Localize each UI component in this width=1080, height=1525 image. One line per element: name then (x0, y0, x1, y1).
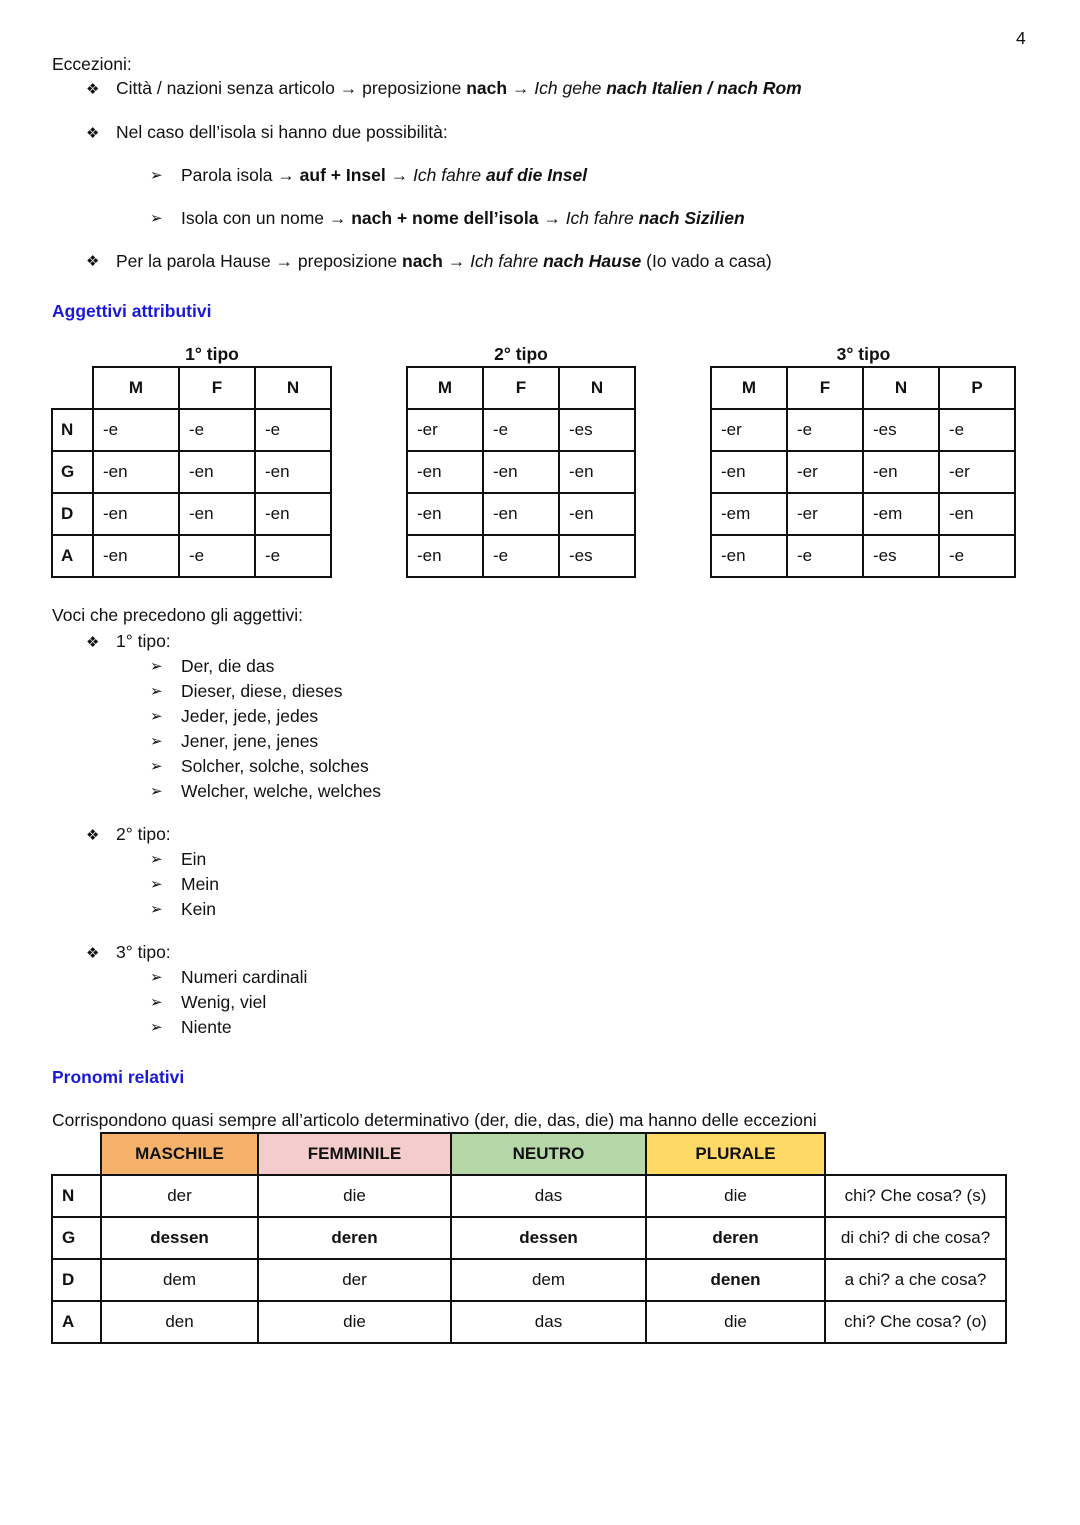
table-cell: -en (939, 493, 1015, 535)
eccezioni-item-isola: Nel caso dell’isola si hanno due possibilità: (116, 122, 448, 142)
tipo1-title: 1° tipo (185, 344, 239, 364)
table-row (52, 451, 331, 493)
table-cell: -er (787, 451, 863, 493)
arrow-bullet-icon: ➢ (150, 851, 163, 868)
row-header: N (52, 409, 93, 451)
empty-cell (52, 1133, 101, 1175)
table-cell: -en (407, 535, 483, 577)
table-cell: -e (939, 409, 1015, 451)
pronomi-intro: Corrispondono quasi sempre all’articolo determinativo (der, die, das, die) ma hanno delle eccezioni (52, 1110, 817, 1130)
question-cell: chi? Che cosa? (o) (825, 1301, 1006, 1343)
table-cell: der (258, 1259, 451, 1301)
table-cell: -e (255, 535, 331, 577)
arrow-bullet-icon: ➢ (150, 876, 163, 893)
table-cell: -en (559, 493, 635, 535)
question-cell: di chi? di che cosa? (825, 1217, 1006, 1259)
table-row (407, 451, 635, 493)
table-cell: deren (646, 1217, 825, 1259)
table-cell: -en (179, 493, 255, 535)
row-header: A (52, 535, 93, 577)
adjective-table-tipo2 (406, 366, 636, 578)
header-row (407, 367, 635, 409)
table-cell: -e (179, 535, 255, 577)
table-cell: -en (483, 493, 559, 535)
voci-item: Solcher, solche, solches (181, 756, 369, 776)
table-cell: die (646, 1175, 825, 1217)
table-cell: -en (93, 451, 179, 493)
section-heading-pronomi: Pronomi relativi (52, 1067, 185, 1087)
table-cell: -er (939, 451, 1015, 493)
adjective-table-tipo1 (51, 366, 332, 578)
question-cell: a chi? a che cosa? (825, 1259, 1006, 1301)
table-cell: die (258, 1175, 451, 1217)
voci-item: Niente (181, 1017, 232, 1037)
voci-item: Wenig, viel (181, 992, 267, 1012)
relative-pronoun-table (51, 1132, 1007, 1344)
voci-group-label: 3° tipo: (116, 942, 171, 962)
column-header: M (711, 367, 787, 409)
table-cell: -en (407, 493, 483, 535)
column-header: N (863, 367, 939, 409)
table-cell: -en (179, 451, 255, 493)
table-row (52, 1301, 1006, 1343)
table-cell: -en (711, 451, 787, 493)
empty-cell (825, 1133, 1006, 1175)
table-cell: -er (711, 409, 787, 451)
bullet-icon: ❖ (86, 634, 100, 651)
table-cell: -en (93, 535, 179, 577)
arrow-bullet-icon: ➢ (150, 1019, 163, 1036)
table-row (52, 1259, 1006, 1301)
column-header: N (255, 367, 331, 409)
table-cell: -er (787, 493, 863, 535)
table-cell: -er (407, 409, 483, 451)
table-cell: denen (646, 1259, 825, 1301)
table-cell: -en (255, 451, 331, 493)
table-cell: -e (255, 409, 331, 451)
voci-item: Dieser, diese, dieses (181, 681, 343, 701)
bullet-icon: ❖ (86, 827, 100, 844)
table-cell: -es (863, 409, 939, 451)
table-row (711, 409, 1015, 451)
section-heading-aggettivi: Aggettivi attributivi (52, 301, 212, 321)
column-header: F (483, 367, 559, 409)
row-header: G (52, 451, 93, 493)
table-cell: dem (451, 1259, 646, 1301)
arrow-bullet-icon: ➢ (150, 758, 163, 775)
header-row (52, 367, 331, 409)
column-header: N (559, 367, 635, 409)
table-cell: die (646, 1301, 825, 1343)
bullet-icon: ❖ (86, 945, 100, 962)
bullet-icon: ❖ (86, 125, 100, 142)
column-header: M (407, 367, 483, 409)
voci-item: Kein (181, 899, 217, 919)
eccezioni-sub-isola-nome: Isola con un nome → nach + nome dell’isola → Ich fahre nach Sizilien (181, 208, 745, 228)
row-header: G (52, 1217, 101, 1259)
table-cell: -es (559, 535, 635, 577)
voci-heading: Voci che precedono gli aggettivi: (52, 605, 303, 625)
table-row (52, 1175, 1006, 1217)
table-cell: -en (863, 451, 939, 493)
eccezioni-sub-parola-isola: Parola isola → auf + Insel → Ich fahre auf die Insel (181, 165, 588, 185)
table-cell: -en (711, 535, 787, 577)
table-cell: deren (258, 1217, 451, 1259)
tipo3-title: 3° tipo (836, 344, 891, 364)
table-cell: der (101, 1175, 258, 1217)
voci-item: Numeri cardinali (181, 967, 308, 987)
voci-item: Mein (181, 874, 219, 894)
table-cell: -em (711, 493, 787, 535)
table-cell: -en (93, 493, 179, 535)
table-cell: die (258, 1301, 451, 1343)
table-cell: -e (483, 409, 559, 451)
table-cell: -e (787, 535, 863, 577)
table-cell: -em (863, 493, 939, 535)
table-row (711, 535, 1015, 577)
arrow-bullet-icon: ➢ (150, 658, 163, 675)
column-header: F (787, 367, 863, 409)
arrow-bullet-icon: ➢ (150, 708, 163, 725)
table-row (407, 535, 635, 577)
table-cell: den (101, 1301, 258, 1343)
header-row (711, 367, 1015, 409)
gender-header: FEMMINILE (258, 1133, 451, 1175)
tipo2-title: 2° tipo (494, 344, 548, 364)
table-cell: -en (255, 493, 331, 535)
table-row (407, 493, 635, 535)
table-cell: -en (483, 451, 559, 493)
table-cell: -en (559, 451, 635, 493)
voci-item: Welcher, welche, welches (181, 781, 382, 801)
gender-header: MASCHILE (101, 1133, 258, 1175)
column-header: F (179, 367, 255, 409)
voci-item: Jener, jene, jenes (181, 731, 319, 751)
voci-item: Der, die das (181, 656, 275, 676)
table-row (52, 409, 331, 451)
gender-header: NEUTRO (451, 1133, 646, 1175)
table-cell: -e (939, 535, 1015, 577)
table-cell: das (451, 1175, 646, 1217)
arrow-bullet-icon: ➢ (150, 210, 163, 227)
header-row (52, 1133, 1006, 1175)
arrow-bullet-icon: ➢ (150, 994, 163, 1011)
adjective-table-tipo3 (710, 366, 1016, 578)
voci-item: Jeder, jede, jedes (181, 706, 319, 726)
arrow-bullet-icon: ➢ (150, 969, 163, 986)
row-header: D (52, 493, 93, 535)
eccezioni-item-hause: Per la parola Hause → preposizione nach → Ich fahre nach Hause (Io vado a casa) (116, 251, 772, 271)
table-cell: dessen (451, 1217, 646, 1259)
table-row (52, 535, 331, 577)
column-header: M (93, 367, 179, 409)
row-header: D (52, 1259, 101, 1301)
page-number: 4 (1016, 28, 1026, 48)
table-row (711, 451, 1015, 493)
arrow-bullet-icon: ➢ (150, 901, 163, 918)
voci-group-label: 1° tipo: (116, 631, 171, 651)
table-cell: das (451, 1301, 646, 1343)
row-header: N (52, 1175, 101, 1217)
table-cell: -e (787, 409, 863, 451)
table-cell: dem (101, 1259, 258, 1301)
bullet-icon: ❖ (86, 81, 100, 98)
table-cell: -e (483, 535, 559, 577)
eccezioni-heading: Eccezioni: (52, 54, 132, 74)
table-row (52, 1217, 1006, 1259)
gender-header: PLURALE (646, 1133, 825, 1175)
column-header: P (939, 367, 1015, 409)
table-row (711, 493, 1015, 535)
arrow-bullet-icon: ➢ (150, 733, 163, 750)
question-cell: chi? Che cosa? (s) (825, 1175, 1006, 1217)
eccezioni-item-citta: Città / nazioni senza articolo → preposizione nach → Ich gehe nach Italien / nach Rom (116, 78, 802, 98)
empty-cell (52, 367, 93, 409)
table-cell: -e (179, 409, 255, 451)
table-cell: dessen (101, 1217, 258, 1259)
row-header: A (52, 1301, 101, 1343)
arrow-bullet-icon: ➢ (150, 783, 163, 800)
voci-item: Ein (181, 849, 207, 869)
bullet-icon: ❖ (86, 253, 100, 270)
table-cell: -e (93, 409, 179, 451)
arrow-bullet-icon: ➢ (150, 167, 163, 184)
table-row (52, 493, 331, 535)
table-row (407, 409, 635, 451)
arrow-bullet-icon: ➢ (150, 683, 163, 700)
table-cell: -es (863, 535, 939, 577)
table-cell: -es (559, 409, 635, 451)
table-cell: -en (407, 451, 483, 493)
voci-group-label: 2° tipo: (116, 824, 171, 844)
